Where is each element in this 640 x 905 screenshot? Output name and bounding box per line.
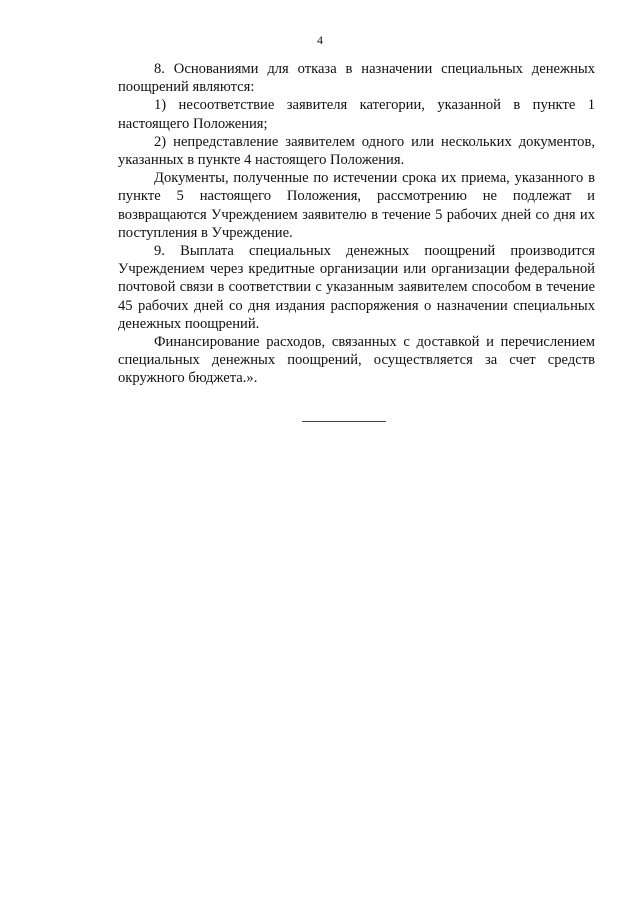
paragraph-financing: Финансирование расходов, связанных с доставкой и перечислением специальных денежных поощрений, осуществляется за счет средств окружного бюджета.».: [118, 334, 595, 387]
paragraph-item-9-payment: 9. Выплата специальных денежных поощрений производится Учреждением через кредитные организации или организации федеральной почтовой связи в соответствии с указанным заявителем способом в течение 45 рабочих дней со дня издания распоряжения о назначении специальных денежных поощрений.: [118, 243, 595, 332]
document-end-rule: [302, 421, 386, 422]
paragraph-subitem-2: 2) непредставление заявителем одного или нескольких документов, указанных в пункте 4 настоящего Положения.: [118, 133, 595, 169]
document-body: [118, 60, 595, 388]
page-number: 4: [317, 33, 323, 47]
paragraph-subitem-1: 1) несоответствие заявителя категории, указанной в пункте 1 настоящего Положения;: [118, 97, 595, 132]
paragraph-late-documents: Документы, полученные по истечении срока их приема, указанного в пункте 5 настоящего Положения, рассмотрению не подлежат и возвращаются Учреждением заявителю в течение 5 рабочих дней со дня их поступления в Учреждение.: [118, 170, 595, 241]
paragraph-item-8-grounds: 8. Основаниями для отказа в назначении специальных денежных поощрений являются:: [118, 61, 595, 96]
